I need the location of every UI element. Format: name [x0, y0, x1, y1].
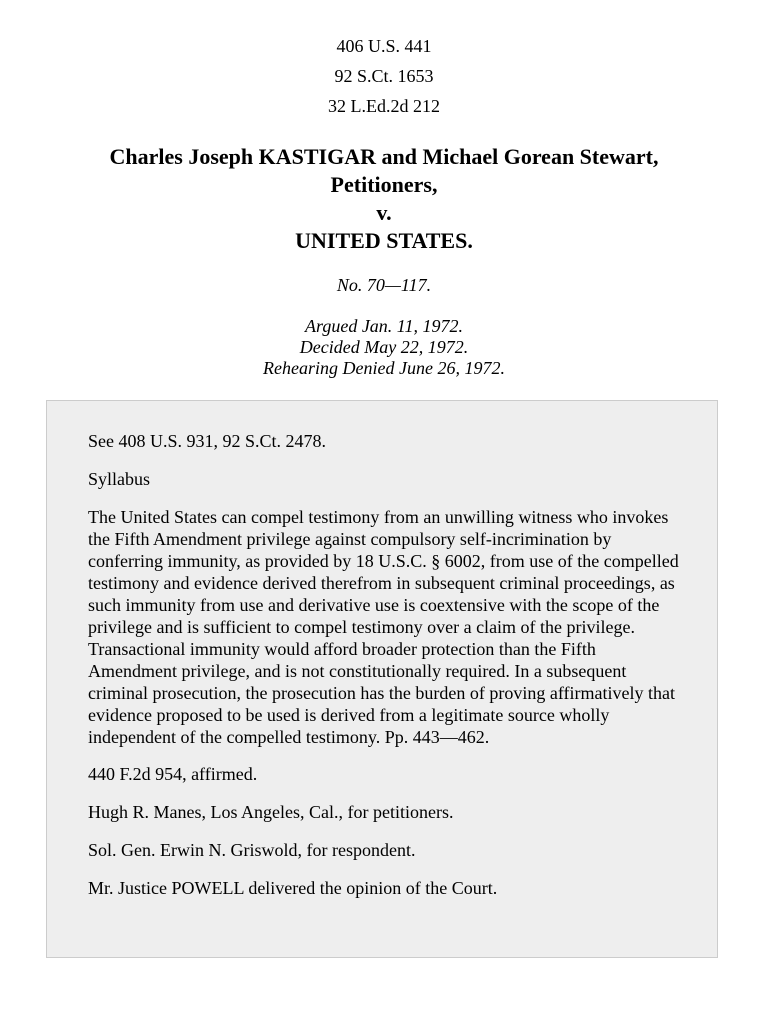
- argued-date: Argued Jan. 11, 1972.: [305, 316, 463, 336]
- case-title-parties: Charles Joseph KASTIGAR and Michael Gorean Stewart,: [109, 144, 659, 169]
- citation-block: [0, 34, 768, 124]
- docket-number: No. 70—117.: [336, 275, 432, 295]
- case-title-respondent: UNITED STATES.: [295, 228, 473, 253]
- syllabus-panel-content: [88, 430, 688, 915]
- us-reports-citation: 406 U.S. 441: [336, 36, 432, 56]
- counsel-respondent: Sol. Gen. Erwin N. Griswold, for respondent.: [88, 840, 416, 860]
- decided-date: Decided May 22, 1972.: [299, 337, 469, 357]
- see-also-citation: See 408 U.S. 931, 92 S.Ct. 2478.: [88, 431, 327, 451]
- case-title-role: Petitioners,: [330, 172, 438, 197]
- syllabus-panel: [46, 400, 718, 958]
- supreme-court-reporter-citation: 92 S.Ct. 1653: [334, 66, 434, 86]
- opinion-intro: Mr. Justice POWELL delivered the opinion of the Court.: [88, 878, 498, 898]
- lawyers-edition-citation: 32 L.Ed.2d 212: [328, 96, 440, 116]
- case-title: [0, 143, 768, 255]
- counsel-petitioners: Hugh R. Manes, Los Angeles, Cal., for petitioners.: [88, 802, 454, 822]
- case-title-versus: v.: [376, 200, 392, 225]
- syllabus-heading: Syllabus: [88, 469, 151, 489]
- syllabus-text: The United States can compel testimony from an unwilling witness who invokes the Fifth Amendment privilege against compulsory self-incrimination by conferring immunity, as provided by 18 U.S.C. § 6002, from use of the compelled testimony and evidence derived therefrom in subsequent criminal proceedings, as such immunity from use and derivative use is coextensive with the scope of the privilege and is sufficient to compel testimony over a claim of the privilege. Transactional immunity would afford broader protection than the Fifth Amendment privilege, and is not constitutionally required. In a subsequent criminal prosecution, the prosecution has the burden of proving affirmatively that evidence proposed to be used is derived from a legitimate source wholly independent of the compelled testimony. Pp. 443—462.: [88, 507, 679, 747]
- lower-court-disposition: 440 F.2d 954, affirmed.: [88, 764, 258, 784]
- case-dates: [0, 316, 768, 379]
- rehearing-date: Rehearing Denied June 26, 1972.: [263, 358, 505, 378]
